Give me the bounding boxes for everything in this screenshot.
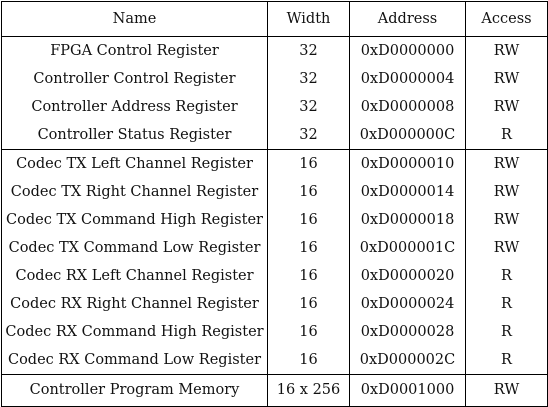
register-name: FPGA Control Register xyxy=(2,37,268,66)
register-width: 16 xyxy=(268,290,350,318)
table-row xyxy=(2,318,548,346)
register-name: Codec TX Left Channel Register xyxy=(2,150,268,179)
register-address: 0xD000001C xyxy=(350,234,466,262)
register-width: 16 xyxy=(268,178,350,206)
register-address: 0xD0001000 xyxy=(350,375,466,407)
table-row xyxy=(2,93,548,121)
register-access: RW xyxy=(466,234,548,262)
register-width: 16 xyxy=(268,318,350,346)
table-body xyxy=(2,37,548,407)
register-address: 0xD0000004 xyxy=(350,65,466,93)
register-width: 32 xyxy=(268,37,350,66)
header-name: Name xyxy=(2,2,268,37)
register-width: 16 xyxy=(268,150,350,179)
register-width: 16 xyxy=(268,346,350,375)
register-map-table xyxy=(1,1,548,407)
register-address: 0xD000000C xyxy=(350,121,466,150)
register-width: 16 xyxy=(268,262,350,290)
table-row xyxy=(2,346,548,375)
register-address: 0xD000002C xyxy=(350,346,466,375)
register-address: 0xD0000024 xyxy=(350,290,466,318)
register-width: 16 x 256 xyxy=(268,375,350,407)
table-row xyxy=(2,375,548,407)
register-name: Codec RX Command Low Register xyxy=(2,346,268,375)
register-access: RW xyxy=(466,37,548,66)
register-access: R xyxy=(466,318,548,346)
register-address: 0xD0000018 xyxy=(350,206,466,234)
header-width: Width xyxy=(268,2,350,37)
register-address: 0xD0000008 xyxy=(350,93,466,121)
table-row xyxy=(2,178,548,206)
register-access: R xyxy=(466,290,548,318)
register-address: 0xD0000028 xyxy=(350,318,466,346)
register-access: R xyxy=(466,262,548,290)
register-access: R xyxy=(466,346,548,375)
table-row xyxy=(2,37,548,66)
register-access: R xyxy=(466,121,548,150)
register-width: 16 xyxy=(268,206,350,234)
register-width: 16 xyxy=(268,234,350,262)
register-width: 32 xyxy=(268,121,350,150)
register-name: Codec RX Right Channel Register xyxy=(2,290,268,318)
header-access: Access xyxy=(466,2,548,37)
register-access: RW xyxy=(466,65,548,93)
register-name: Controller Status Register xyxy=(2,121,268,150)
register-name: Codec TX Right Channel Register xyxy=(2,178,268,206)
register-access: RW xyxy=(466,206,548,234)
table-row xyxy=(2,262,548,290)
register-name: Controller Program Memory xyxy=(2,375,268,407)
register-access: RW xyxy=(466,93,548,121)
register-address: 0xD0000010 xyxy=(350,150,466,179)
register-width: 32 xyxy=(268,65,350,93)
register-name: Codec RX Left Channel Register xyxy=(2,262,268,290)
table-row xyxy=(2,206,548,234)
table-header-row xyxy=(2,2,548,37)
table-row xyxy=(2,290,548,318)
register-name: Controller Address Register xyxy=(2,93,268,121)
header-address: Address xyxy=(350,2,466,37)
register-address: 0xD0000014 xyxy=(350,178,466,206)
register-name: Codec TX Command High Register xyxy=(2,206,268,234)
register-access: RW xyxy=(466,375,548,407)
register-name: Codec TX Command Low Register xyxy=(2,234,268,262)
table-row xyxy=(2,150,548,179)
register-access: RW xyxy=(466,178,548,206)
register-width: 32 xyxy=(268,93,350,121)
register-name: Controller Control Register xyxy=(2,65,268,93)
table-row xyxy=(2,234,548,262)
register-address: 0xD0000020 xyxy=(350,262,466,290)
register-name: Codec RX Command High Register xyxy=(2,318,268,346)
table-row xyxy=(2,121,548,150)
register-access: RW xyxy=(466,150,548,179)
register-address: 0xD0000000 xyxy=(350,37,466,66)
table-row xyxy=(2,65,548,93)
